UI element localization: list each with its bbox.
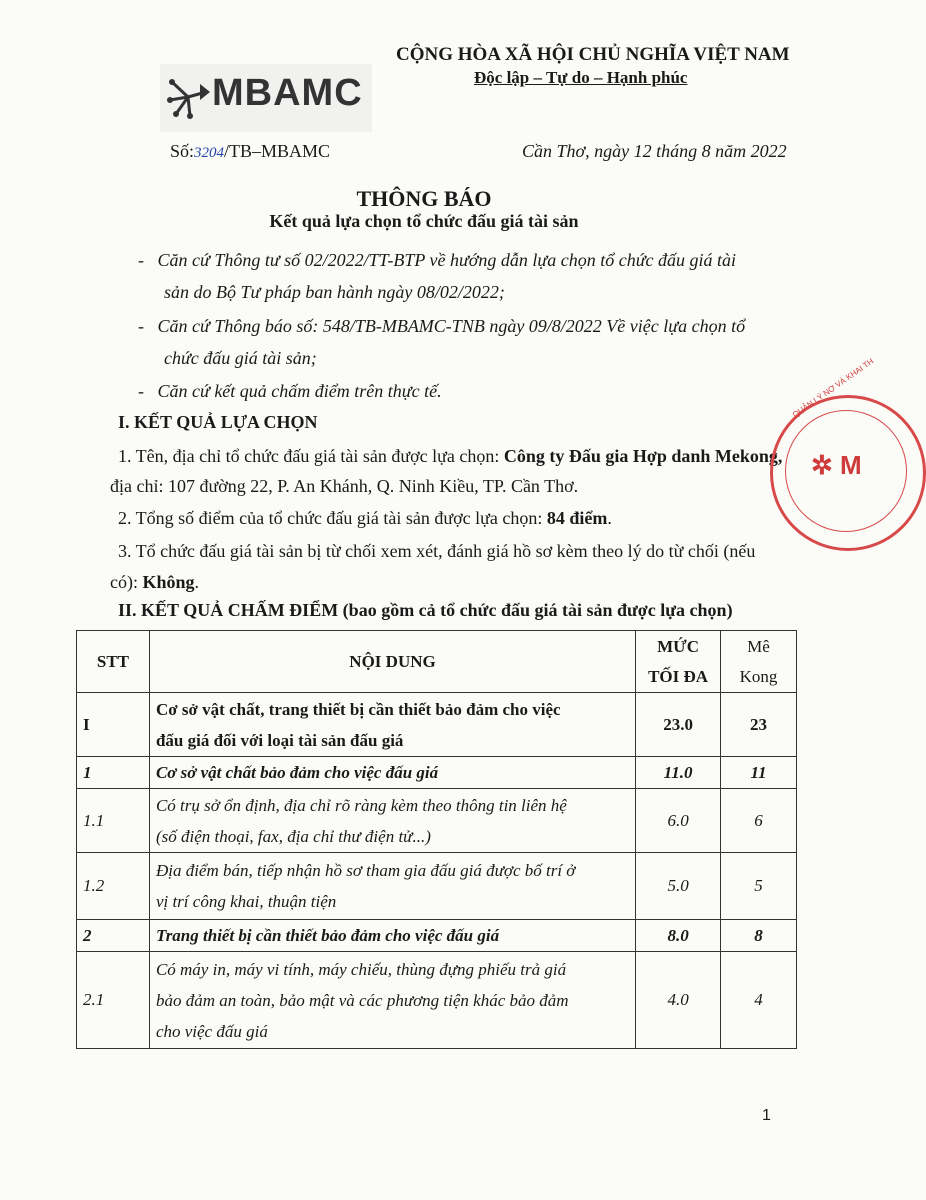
- doc-no-suffix: /TB–MBAMC: [224, 141, 331, 161]
- table-row: [77, 853, 797, 920]
- cell-max: 8.0: [636, 920, 721, 952]
- scoring-table: [76, 630, 797, 1049]
- section-2-heading: II. KẾT QUẢ CHẤM ĐIỂM (bao gồm cả tổ chức đấu giá tài sản được lựa chọn): [118, 600, 733, 620]
- basis-line: Căn cứ Thông tư số 02/2022/TT-BTP về hướng dẫn lựa chọn tổ chức đấu giá tài: [157, 250, 737, 270]
- cell-max: 5.0: [636, 853, 721, 920]
- basis-item-2-cont: chức đấu giá tài sản;: [164, 348, 317, 368]
- cell-stt: 2: [77, 920, 150, 952]
- cell-score: 6: [721, 789, 797, 853]
- cell-content: Cơ sở vật chất bảo đảm cho việc đấu giá: [149, 757, 635, 789]
- table-row: [77, 789, 797, 853]
- selected-org-name: Công ty Đấu gia Hợp danh Mekong: [503, 446, 778, 466]
- cell-score: 5: [721, 853, 797, 920]
- period: .: [194, 572, 200, 592]
- cell-max: 11.0: [636, 757, 721, 789]
- doc-no-handwritten: 3204: [194, 145, 225, 161]
- table-row: [77, 693, 797, 757]
- cell-stt: I: [77, 693, 150, 757]
- basis-line: Căn cứ Thông báo số: 548/TB-MBAMC-TNB ngày 09/8/2022 Về việc lựa chọn tổ: [157, 316, 746, 336]
- doc-no-prefix: Số:: [170, 141, 195, 161]
- mbamc-logo-icon: [166, 74, 210, 120]
- seal-text: QUẢN LÝ NỢ VÀ KHAI TH: [791, 356, 876, 420]
- page-number: 1: [762, 1107, 771, 1124]
- basis-item-1-cont: sản do Bộ Tư pháp ban hành ngày 08/02/2022;: [164, 282, 505, 302]
- cell-max: 4.0: [636, 952, 721, 1049]
- dash-marker: -: [138, 316, 158, 336]
- header-content: NỘI DUNG: [149, 631, 635, 693]
- total-score: 84 điểm: [546, 508, 608, 528]
- cell-content: Địa điểm bán, tiếp nhận hồ sơ tham gia đấu giá được bố trí ở vị trí công khai, thuận tiện: [149, 853, 635, 920]
- result-item-1: [118, 440, 782, 472]
- national-motto-title: CỘNG HÒA XÃ HỘI CHỦ NGHĨA VIỆT NAM: [396, 44, 790, 65]
- cell-stt: 2.1: [77, 952, 150, 1049]
- company-logo: [160, 64, 372, 132]
- table-row: [77, 757, 797, 789]
- table-row: [77, 920, 797, 952]
- period: .: [607, 508, 612, 528]
- result-item-2: [118, 502, 612, 534]
- basis-item-3: [138, 381, 442, 402]
- cell-max: 6.0: [636, 789, 721, 853]
- section-1-heading: I. KẾT QUẢ LỰA CHỌN: [118, 412, 318, 432]
- basis-line: Căn cứ kết quả chấm điểm trên thực tế.: [157, 381, 442, 401]
- document-number: [170, 141, 330, 162]
- basis-item-2: [138, 316, 745, 337]
- document-title: THÔNG BÁO: [356, 186, 492, 211]
- cell-content: Có máy in, máy vi tính, máy chiếu, thùng đựng phiếu trả giá bảo đảm an toàn, bảo mật và các phương tiện khác bảo đảm cho việc đấu giá: [149, 952, 635, 1049]
- seal-logo: ✲ M: [811, 450, 862, 480]
- item-label: 1. Tên, địa chỉ tổ chức đấu giá tài sản được lựa chọn:: [118, 446, 504, 466]
- cell-stt: 1.2: [77, 853, 150, 920]
- official-seal: [770, 356, 926, 551]
- table-header-row: [77, 631, 797, 693]
- table-row: [77, 952, 797, 1049]
- rejected-value: Không: [142, 572, 195, 592]
- result-item-1-address: địa chỉ: 107 đường 22, P. An Khánh, Q. Ninh Kiều, TP. Cần Thơ.: [110, 476, 579, 496]
- basis-item-1: [138, 250, 736, 271]
- cell-content: Cơ sở vật chất, trang thiết bị cần thiết bảo đảm cho việc đấu giá đối với loại tài sản đấu giá: [149, 693, 635, 757]
- date-line: Cần Thơ, ngày 12 tháng 8 năm 2022: [522, 141, 787, 161]
- cell-score: 4: [721, 952, 797, 1049]
- national-motto-subtitle: Độc lập – Tự do – Hạnh phúc: [474, 68, 688, 87]
- header-org-score: Mê Kong: [721, 631, 797, 693]
- logo-text: MBAMC: [212, 72, 363, 114]
- item-label: 2. Tổng số điểm của tổ chức đấu giá tài sản được lựa chọn:: [118, 508, 547, 528]
- cell-content: Có trụ sở ổn định, địa chỉ rõ ràng kèm theo thông tin liên hệ (số điện thoại, fax, địa chỉ thư điện tử...): [149, 789, 635, 853]
- cell-score: 23: [721, 693, 797, 757]
- header-max-score: MỨC TỐI ĐA: [636, 631, 721, 693]
- item-label: có):: [110, 572, 143, 592]
- cell-stt: 1.1: [77, 789, 150, 853]
- result-item-3-cont: [110, 566, 199, 598]
- cell-stt: 1: [77, 757, 150, 789]
- result-item-3: 3. Tổ chức đấu giá tài sản bị từ chối xem xét, đánh giá hồ sơ kèm theo lý do từ chối (nếu: [118, 541, 756, 561]
- dash-marker: -: [138, 250, 158, 270]
- cell-content: Trang thiết bị cần thiết bảo đảm cho việc đấu giá: [149, 920, 635, 952]
- dash-marker: -: [138, 381, 158, 401]
- comma: ,: [777, 446, 783, 466]
- cell-score: 8: [721, 920, 797, 952]
- header-stt: STT: [77, 631, 150, 693]
- cell-score: 11: [721, 757, 797, 789]
- cell-max: 23.0: [636, 693, 721, 757]
- document-subtitle: Kết quả lựa chọn tổ chức đấu giá tài sản: [269, 211, 579, 231]
